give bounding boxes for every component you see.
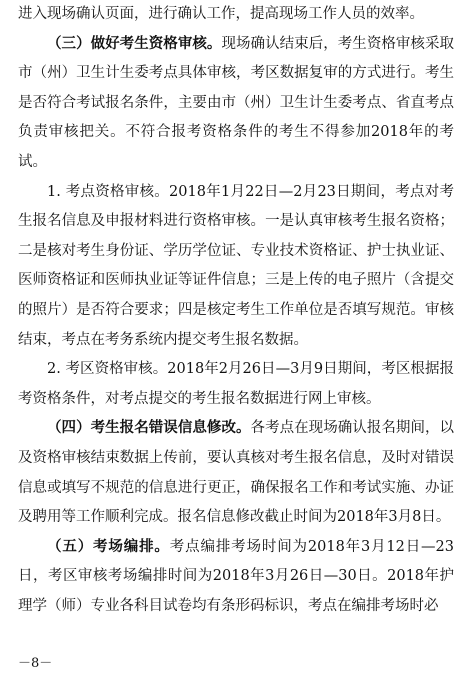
- paragraph-exam-site-review: [18, 178, 454, 356]
- section-heading: （四）考生报名错误信息修改。: [47, 420, 251, 437]
- paragraph-exam-room-arrangement: [18, 533, 454, 622]
- paragraph-continuation: [18, 0, 454, 30]
- body-text: [18, 0, 454, 621]
- paragraph-text: 1. 考点资格审核。2018年1月22日—2月23日期间，考点对考生报名信息及申报材料进行资格审核。一是认真审核考生报名资格；二是核对考生身份证、学历学位证、专业技术资格证、护士执业证、医师资格证和医师执业证等证件信息；三是上传的电子照片（含提交的照片）是否符合要求；四是核定考生工作单位是否填写规范。审核结束，考点在考务系统内提交考生报名数据。: [18, 183, 454, 348]
- paragraph-error-correction: [18, 414, 454, 532]
- paragraph-text: 现场确认结束后，考生资格审核采取市（州）卫生计生委考点具体审核，考区数据复审的方式进行。考生是否符合考试报名条件，主要由市（州）卫生计生委考点、省直考点负责审核把关。不符合报考资格条件的考生不得参加2018年的考试。: [18, 35, 455, 170]
- page-number: －8－: [18, 656, 53, 671]
- paragraph-text: 各考点在现场确认报名期间，以及资格审核结束数据上传前，要认真核对考生报名信息，及时对错误信息或填写不规范的信息进行更正，确保报名工作和考试实施、办证及聘用等工作顺利完成。报名信息修改截止时间为2018年3月8日。: [18, 420, 455, 526]
- paragraph-exam-area-review: [18, 355, 454, 414]
- paragraph-text: 考点编排考场时间为2018年3月12日—23日，考区审核考场编排时间为2018年3月26日—30日。2018年护理学（师）专业各科目试卷均有条形码标识，考点在编排考场时必: [18, 538, 455, 614]
- section-heading: （五）考场编排。: [47, 538, 170, 555]
- section-heading: （三）做好考生资格审核。: [47, 35, 222, 52]
- paragraph-qualification-review: [18, 30, 454, 178]
- paragraph-text: 2. 考区资格审核。2018年2月26日—3月9日期间，考区根据报考资格条件，对考点提交的考生报名数据进行网上审核。: [18, 361, 454, 407]
- paragraph-text: 进入现场确认页面，进行确认工作，提高现场工作人员的效率。: [18, 6, 424, 22]
